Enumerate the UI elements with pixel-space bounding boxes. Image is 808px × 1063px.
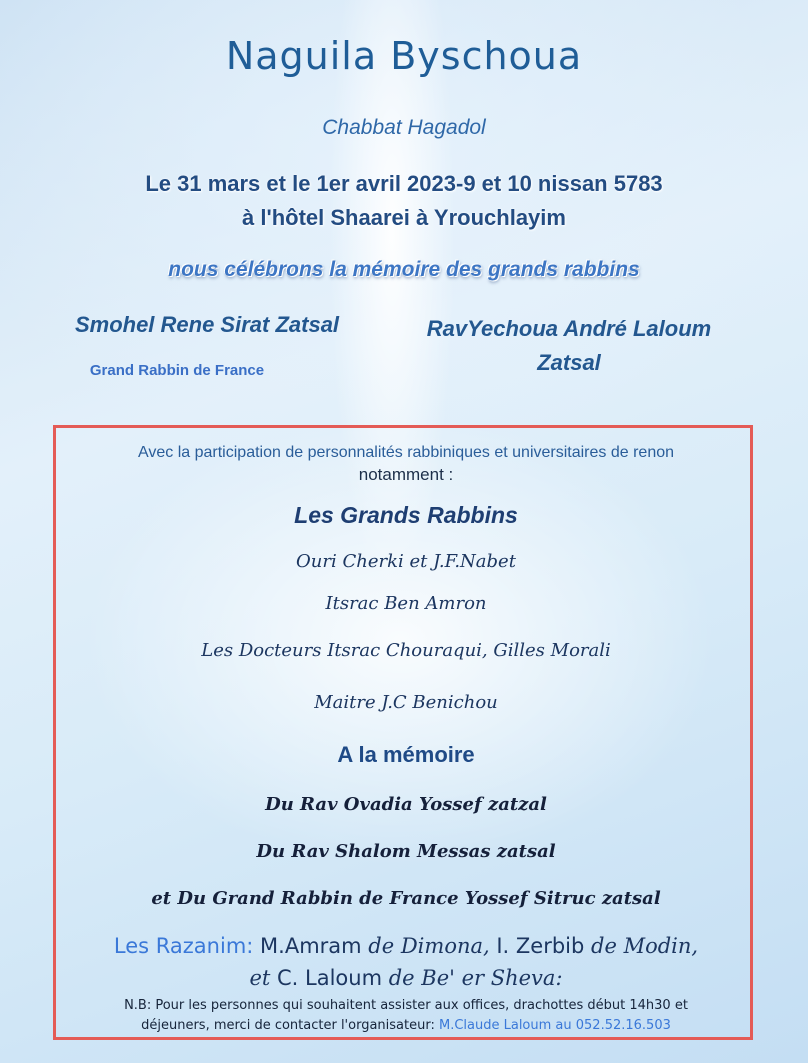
speaker-line: Ouri Cherki et J.F.Nabet bbox=[296, 551, 516, 572]
nb-note bbox=[56, 996, 756, 1036]
participation-line: Avec la participation de personnalités rabbiniques et universitaires de renon bbox=[137, 444, 675, 461]
razan-name: M.Amram bbox=[260, 934, 362, 958]
grands-rabbins-heading: Les Grands Rabbins bbox=[294, 502, 518, 528]
notamment-line: notamment : bbox=[358, 465, 454, 484]
razan-colon: : bbox=[555, 966, 563, 990]
participation-text bbox=[56, 442, 756, 486]
razanim-line-1 bbox=[56, 930, 756, 962]
memoire-heading: A la mémoire bbox=[337, 742, 475, 767]
razanim-label: Les Razanim: bbox=[113, 934, 254, 958]
speaker-line: Maitre J.C Benichou bbox=[314, 692, 498, 713]
venue-line: à l'hôtel Shaarei à Yrouchlayim bbox=[242, 205, 566, 230]
razan-place: de Modin, bbox=[584, 934, 699, 958]
rabbi-right-name bbox=[398, 312, 740, 380]
memoire-line: Du Rav Shalom Messas zatsal bbox=[256, 841, 556, 862]
razanim-block bbox=[56, 930, 756, 994]
celebration-line: nous célébrons la mémoire des grands rabbins bbox=[168, 258, 640, 281]
razanim-line-2 bbox=[56, 962, 756, 994]
event-title: Naguila Byschoua bbox=[225, 34, 583, 78]
dates-line-1: Le 31 mars et le 1er avril 2023-9 et 10 nissan 5783 bbox=[145, 171, 663, 196]
rabbi-right-name-line2: Zatsal bbox=[537, 350, 601, 375]
event-subtitle: Chabbat Hagadol bbox=[322, 116, 486, 139]
rabbi-left-name: Smohel Rene Sirat Zatsal bbox=[74, 312, 340, 337]
rabbi-right-name-line1: RavYechoua André Laloum bbox=[426, 316, 712, 341]
program-box bbox=[53, 425, 753, 1040]
speaker-line: Itsrac Ben Amron bbox=[325, 593, 487, 614]
event-dates bbox=[0, 167, 808, 235]
rabbi-left-title: Grand Rabbin de France bbox=[89, 362, 265, 379]
razan-place: de Dimona, bbox=[361, 934, 497, 958]
razan-name: C. Laloum bbox=[277, 966, 383, 990]
speaker-line: Les Docteurs Itsrac Chouraqui, Gilles Morali bbox=[201, 640, 611, 661]
razan-name: I. Zerbib bbox=[496, 934, 585, 958]
memoire-line: Du Rav Ovadia Yossef zatzal bbox=[265, 794, 547, 815]
razan-place: de Be' er Sheva bbox=[382, 966, 556, 990]
razan-prefix: et bbox=[249, 966, 278, 990]
nb-line-2-text: déjeuners, merci de contacter l'organisateur: bbox=[141, 1018, 439, 1033]
memoire-line: et Du Grand Rabbin de France Yossef Sitruc zatsal bbox=[151, 888, 661, 909]
nb-line-1: N.B: Pour les personnes qui souhaitent assister aux offices, drachottes début 14h30 et bbox=[124, 998, 688, 1013]
nb-line-2 bbox=[56, 1016, 756, 1036]
contact-info: M.Claude Laloum au 052.52.16.503 bbox=[438, 1018, 671, 1033]
